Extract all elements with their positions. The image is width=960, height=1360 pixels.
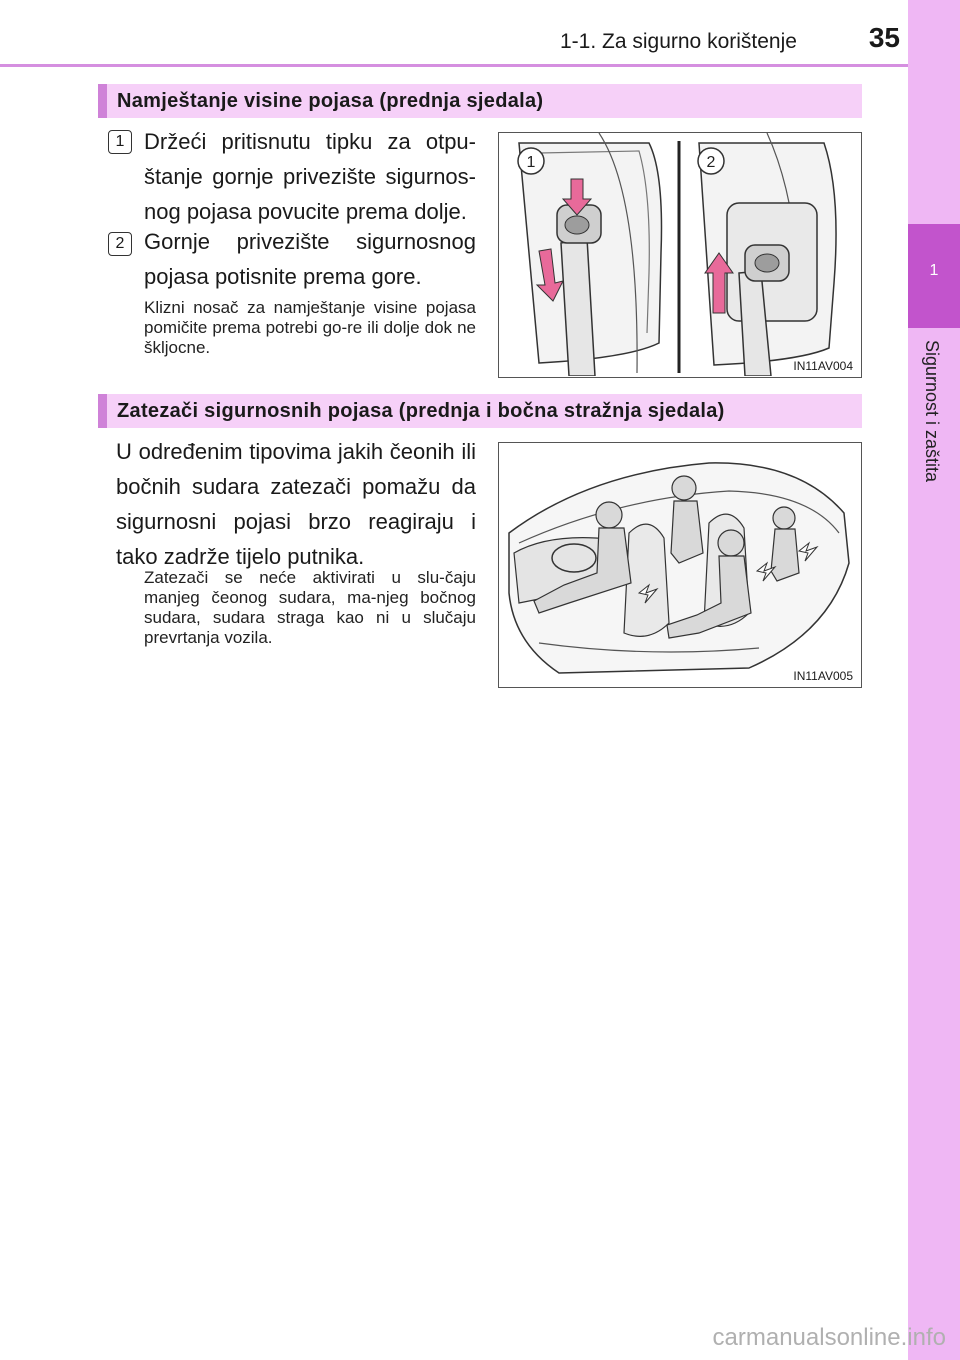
figure-pretensioners (498, 442, 862, 688)
side-tab-label: Sigurnost i zaštita (922, 340, 942, 483)
step-number-1: 1 (108, 130, 132, 154)
section-heading-belt-height: Namještanje visine pojasa (prednja sjedala) (98, 84, 862, 118)
side-tab-chapter-number: 1 (929, 262, 939, 279)
figure-callout-2: 2 (706, 154, 716, 171)
car-interior-illustration (499, 443, 860, 686)
note-belt-height: Klizni nosač za namještanje visine pojasa pomičite prema potrebi go-re ili dolje dok ne škljocne. (144, 298, 476, 357)
side-tab (908, 0, 960, 1360)
figure-callout-1: 1 (526, 154, 536, 171)
running-header: 1-1. Za sigurno korištenje (560, 30, 797, 53)
step-text-2: Gornje privezište sigurnosnog pojasa potisnite prema gore. (144, 229, 476, 289)
figure-code-2: IN11AV005 (793, 669, 853, 683)
section-heading-pretensioners: Zatezači sigurnosnih pojasa (prednja i bočna stražnja sjedala) (98, 394, 862, 428)
watermark: carmanualsonline.info (712, 1324, 946, 1351)
pretensioner-description: U određenim tipovima jakih čeonih ili bočnih sudara zatezači pomažu da sigurnosni pojasi brzo reagiraju i tako zadrže tijelo putnika. (116, 439, 476, 569)
step-text-1: Držeći pritisnutu tipku za otpu-štanje gornje privezište sigurnos-nog pojasa povucite prema dolje. (144, 129, 476, 224)
belt-anchor-illustration (499, 133, 860, 376)
figure-code-1: IN11AV004 (793, 359, 853, 373)
figure-belt-anchor (498, 132, 862, 378)
page-number: 35 (868, 22, 900, 53)
header-divider (0, 64, 908, 67)
note-pretensioners: Zatezači se neće aktivirati u slu-čaju manjeg čeonog sudara, ma-njeg bočnog sudara, sudara straga kao ni u slučaju prevrtanja vozila. (144, 568, 476, 647)
step-number-2: 2 (108, 232, 132, 256)
